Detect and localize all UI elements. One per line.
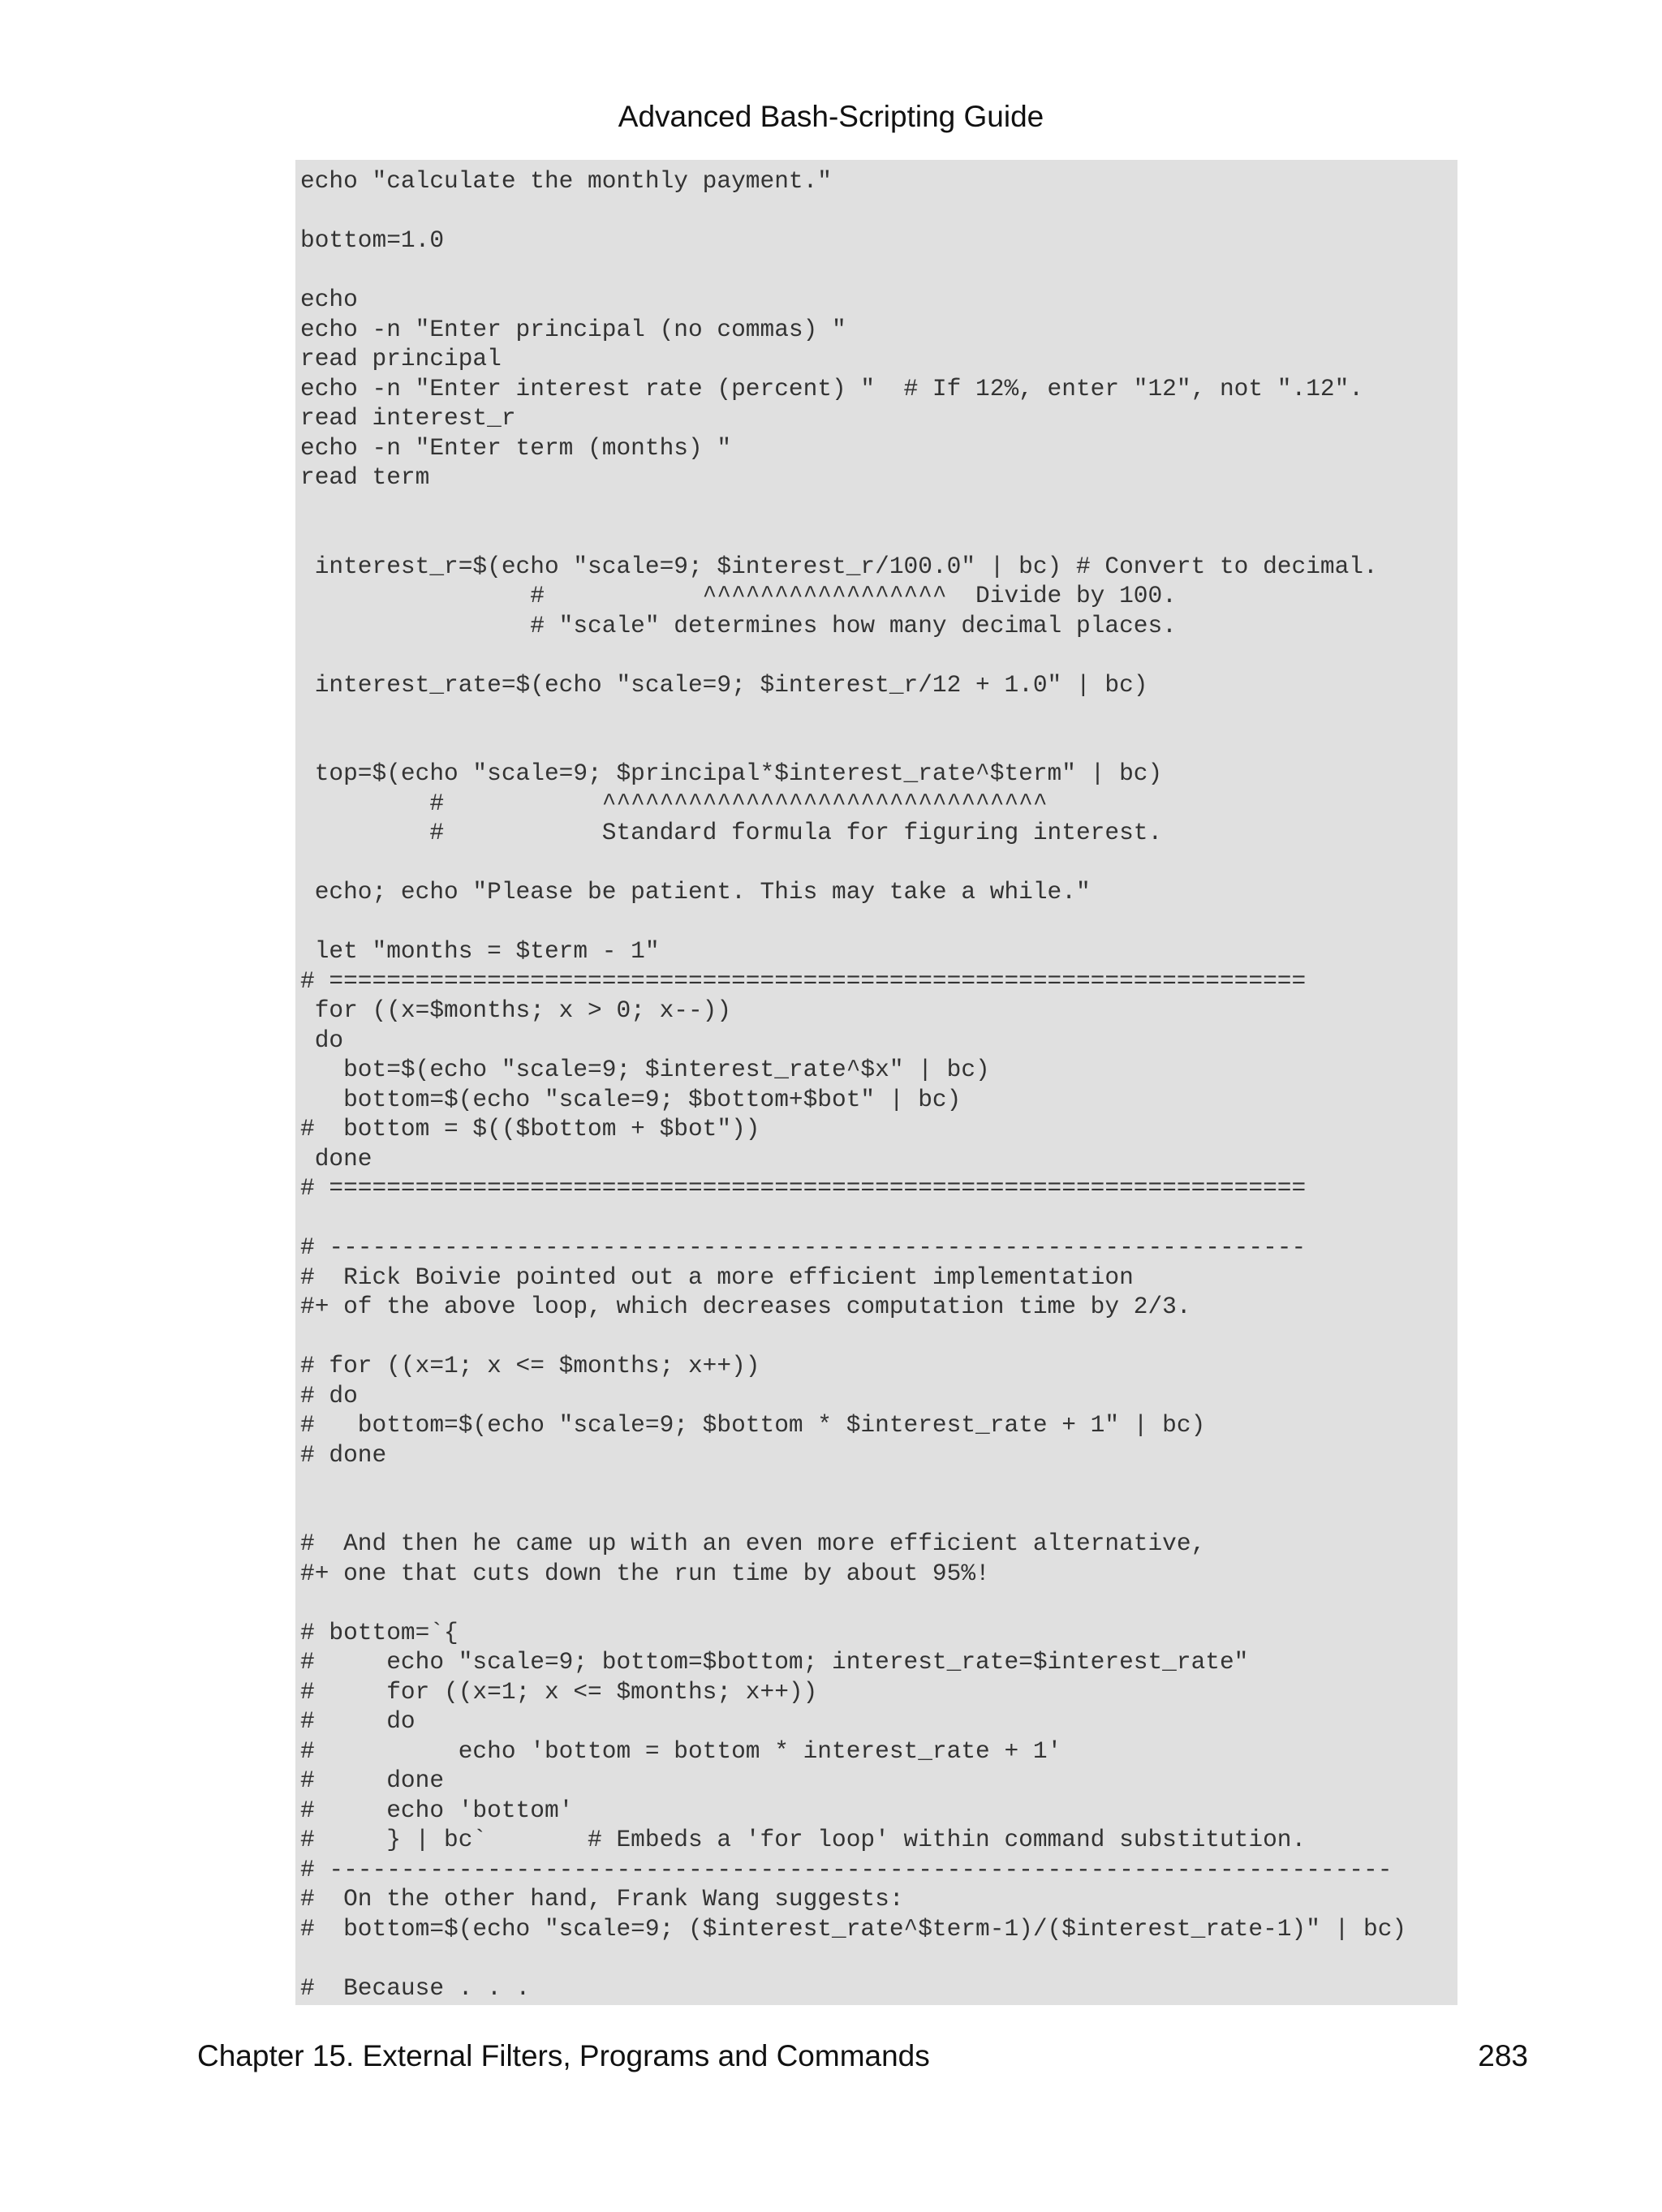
code-line: # echo 'bottom = bottom * interest_rate + 1' (300, 1736, 1062, 1765)
code-line: # done (300, 1440, 387, 1469)
code-line: # for ((x=1; x <= $months; x++)) (300, 1677, 818, 1706)
code-line: do (300, 1026, 344, 1054)
code-line: # -------------------------------------------------------------------- (300, 1233, 1307, 1261)
code-line (300, 640, 1457, 670)
code-line: # Rick Boivie pointed out a more efficient implementation (300, 1263, 1134, 1291)
code-line: read interest_r (300, 404, 516, 432)
code-line: # -------------------------------------------------------------------------- (300, 1855, 1393, 1883)
code-line (300, 729, 1457, 760)
code-line: #+ of the above loop, which decreases computation time by 2/3. (300, 1293, 1191, 1320)
code-line: bottom=$(echo "scale=9; $bottom+$bot" | bc) (300, 1085, 962, 1113)
code-line: # } | bc` # Embeds a 'for loop' within command substitution. (300, 1826, 1307, 1853)
code-line: # bottom=`{ (300, 1618, 459, 1646)
code-line: done (300, 1144, 372, 1173)
code-line: # do (300, 1381, 358, 1409)
code-line: top=$(echo "scale=9; $principal*$interest_rate^$term" | bc) (300, 760, 1163, 787)
code-line: # Because . . . (300, 1973, 531, 2002)
page-footer (197, 2037, 1528, 2076)
code-line: # On the other hand, Frank Wang suggests: (300, 1885, 904, 1913)
code-line: # echo "scale=9; bottom=$bottom; interest_rate=$interest_rate" (300, 1648, 1249, 1676)
code-line: # bottom=$(echo "scale=9; $bottom * $interest_rate + 1" | bc) (300, 1411, 1206, 1439)
code-line: # ==================================================================== (300, 1174, 1307, 1202)
code-line (300, 1943, 1457, 1973)
code-line: interest_r=$(echo "scale=9; $interest_r/100.0" | bc) # Convert to decimal. (300, 552, 1378, 580)
code-line: read principal (300, 345, 502, 372)
code-line: # done (300, 1767, 445, 1794)
code-lines (300, 166, 1457, 2003)
footer-chapter-title: Chapter 15. External Filters, Programs and Commands (197, 2039, 930, 2072)
code-line (300, 1588, 1457, 1618)
code-line: echo "calculate the monthly payment." (300, 167, 833, 195)
code-line (300, 1500, 1457, 1530)
code-line: echo -n "Enter principal (no commas) " (300, 315, 846, 343)
code-listing (295, 160, 1457, 2005)
code-line: bottom=1.0 (300, 226, 445, 254)
code-line: # "scale" determines how many decimal places. (300, 611, 1177, 639)
code-line (300, 1322, 1457, 1352)
code-line: read term (300, 463, 430, 491)
code-line (300, 493, 1457, 523)
code-line: # ^^^^^^^^^^^^^^^^^ Divide by 100. (300, 582, 1177, 609)
code-line (300, 196, 1457, 226)
code-line (300, 848, 1457, 878)
code-line (300, 699, 1457, 729)
code-line: for ((x=$months; x > 0; x--)) (300, 996, 732, 1024)
code-line: # bottom=$(echo "scale=9; ($interest_rate^$term-1)/($interest_rate-1)" | bc) (300, 1914, 1407, 1943)
code-line (300, 522, 1457, 552)
code-line (300, 1203, 1457, 1233)
code-line: # for ((x=1; x <= $months; x++)) (300, 1352, 760, 1379)
code-line: # bottom = $(($bottom + $bot")) (300, 1115, 760, 1143)
code-line: echo -n "Enter interest rate (percent) " # If 12%, enter "12", not ".12". (300, 374, 1364, 402)
page-header: Advanced Bash-Scripting Guide (618, 100, 1044, 133)
code-line: # ==================================================================== (300, 966, 1307, 995)
code-line: # Standard formula for figuring interest. (300, 819, 1163, 846)
code-line: let "months = $term - 1" (300, 937, 660, 965)
code-line: #+ one that cuts down the run time by about 95%! (300, 1559, 990, 1587)
code-line: echo; echo "Please be patient. This may take a while." (300, 878, 1091, 906)
code-line (300, 256, 1457, 286)
code-line: bot=$(echo "scale=9; $interest_rate^$x" | bc) (300, 1056, 990, 1083)
code-line: # do (300, 1707, 416, 1735)
code-line: # ^^^^^^^^^^^^^^^^^^^^^^^^^^^^^^^ (300, 789, 1048, 817)
code-line (300, 907, 1457, 937)
code-line: echo (300, 286, 358, 313)
code-line (300, 1470, 1457, 1500)
code-line: echo -n "Enter term (months) " (300, 433, 732, 462)
code-line: interest_rate=$(echo "scale=9; $interest_r/12 + 1.0" | bc) (300, 670, 1148, 699)
code-line: # echo 'bottom' (300, 1796, 574, 1824)
code-line: # And then he came up with an even more efficient alternative, (300, 1530, 1206, 1557)
footer-page-number: 283 (1478, 2039, 1528, 2072)
